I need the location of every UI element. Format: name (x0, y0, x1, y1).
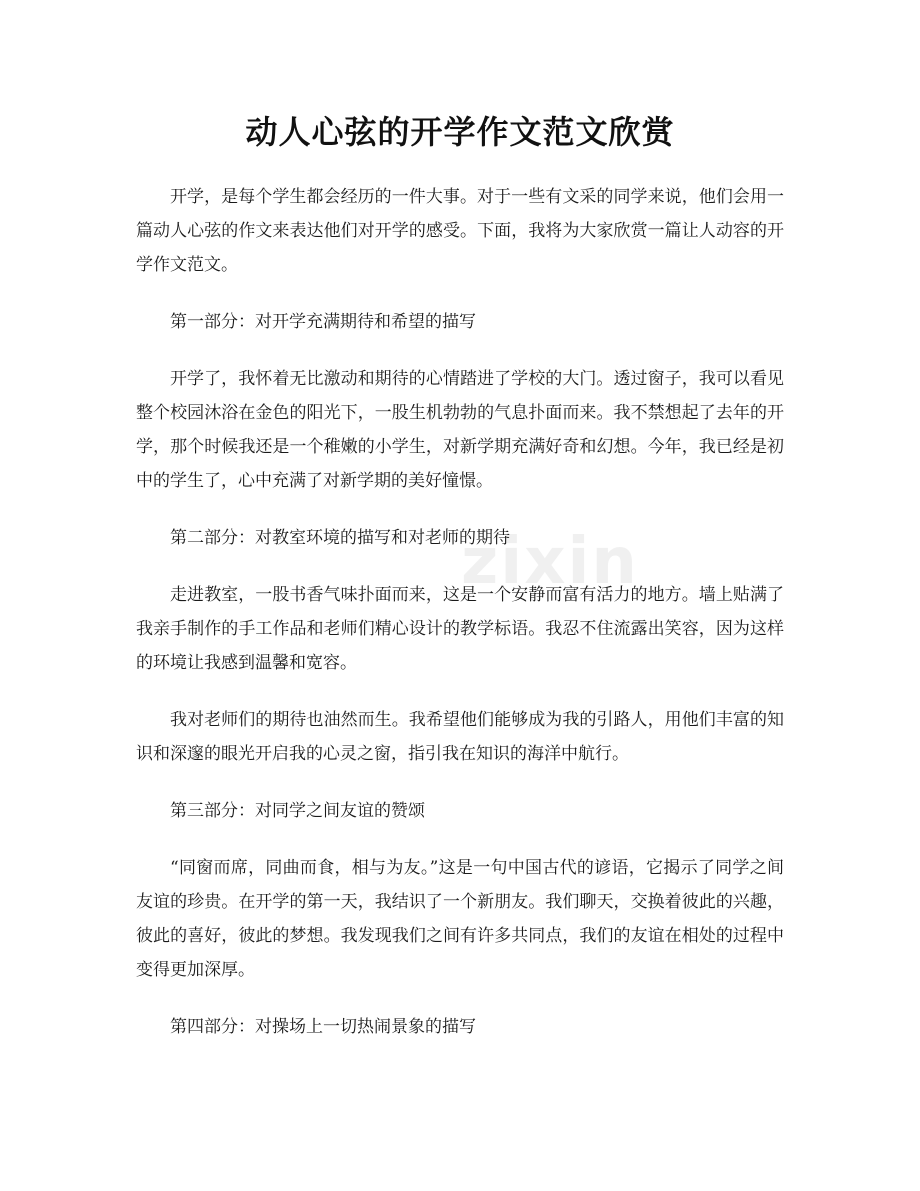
document-title: 动人心弦的开学作文范文欣赏 (245, 113, 675, 151)
intro-paragraph: 开学，是每个学生都会经历的一件大事。对于一些有文采的同学来说，他们会用一篇动人心弦的作文来表达他们对开学的感受。下面，我将为大家欣赏一篇让人动容的开学作文范文。 (136, 187, 784, 275)
section-2-paragraph-2: 我对老师们的期待也油然而生。我希望他们能够成为我的引路人，用他们丰富的知识和深邃的眼光开启我的心灵之窗，指引我在知识的海洋中航行。 (136, 710, 784, 764)
section-2-paragraph-1: 走进教室，一股书香气味扑面而来，这是一个安静而富有活力的地方。墙上贴满了我亲手制作的手工作品和老师们精心设计的教学标语。我忍不住流露出笑容，因为这样的环境让我感到温馨和宽容。 (136, 585, 784, 673)
section-heading-4: 第四部分：对操场上一切热闹景象的描写 (170, 1017, 476, 1037)
section-1-paragraph: 开学了，我怀着无比激动和期待的心情踏进了学校的大门。透过窗子，我可以看见整个校园沐浴在金色的阳光下，一股生机勃勃的气息扑面而来。我不禁想起了去年的开学，那个时候我还是一个稚嫩的小学生，对新学期充满好奇和幻想。今年，我已经是初中的学生了，心中充满了对新学期的美好憧憬。 (136, 369, 784, 491)
section-heading-3: 第三部分：对同学之间友谊的赞颂 (170, 801, 425, 821)
section-heading-2: 第二部分：对教室环境的描写和对老师的期待 (170, 528, 510, 548)
section-heading-1: 第一部分：对开学充满期待和希望的描写 (170, 312, 476, 332)
section-3-paragraph: “同窗而席，同曲而食，相与为友。”这是一句中国古代的谚语，它揭示了同学之间友谊的珍贵。在开学的第一天，我结识了一个新朋友。我们聊天，交换着彼此的兴趣，彼此的喜好，彼此的梦想。我发现我们之间有许多共同点，我们的友谊在相处的过程中变得更加深厚。 (136, 858, 784, 980)
watermark-logo: zixin (461, 525, 639, 599)
document-body (136, 180, 784, 1067)
